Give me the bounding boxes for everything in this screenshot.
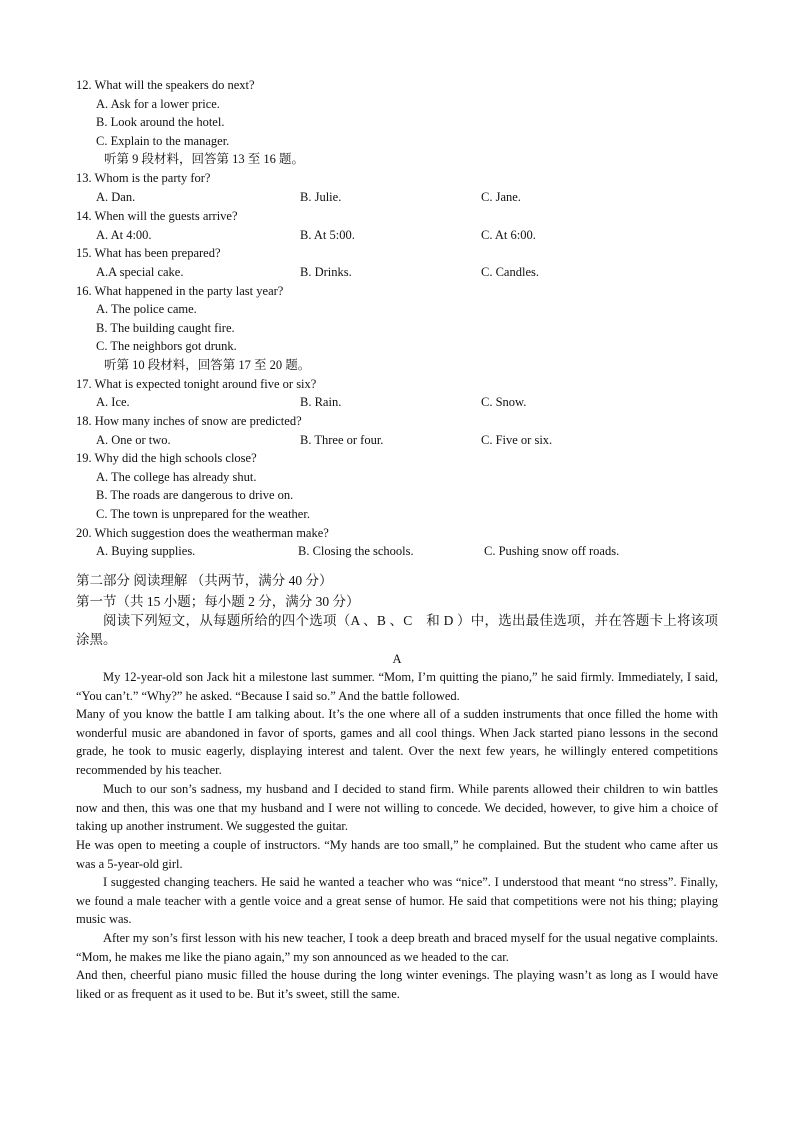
option-12a: A. Ask for a lower price.: [96, 96, 220, 111]
option-20b: B. Closing the schools.: [298, 544, 414, 558]
question-15: 15. What has been prepared?: [76, 246, 221, 260]
option-13b: B. Julie.: [300, 190, 342, 204]
option-15a: A.A special cake.: [96, 264, 184, 279]
option-15b: B. Drinks.: [300, 264, 352, 279]
part-title: 第二部分 阅读理解 （共两节，满分 40 分）: [76, 573, 333, 588]
option-18c: C. Five or six.: [481, 432, 553, 447]
option-12b: B. Look around the hotel.: [96, 115, 225, 129]
option-14a: A. At 4:00.: [96, 227, 152, 242]
question-12: 12. What will the speakers do next?: [76, 78, 255, 92]
question-13: 13. Whom is the party for?: [76, 171, 211, 185]
option-17c: C. Snow.: [481, 395, 527, 409]
option-13a: A. Dan.: [96, 190, 136, 204]
passage-paragraph-2: Many of you know the battle I am talking about. It’s the one where all of a sudden instruments that once filled the home with wonderful music are abandoned in favor of sports, games and all cool things. When Jack started piano lessons in the second grade, he took to music eagerly, displaying interest and talent. Over the next few years, he willingly entered competitions recommended by his teacher.: [76, 707, 718, 777]
passage-paragraph-1: My 12-year-old son Jack hit a milestone last summer. “Mom, I’m quitting the piano,” he said firmly. Immediately, I said, “You can’t.” “Why?” he asked. “Because I said so.” And the battle followed.: [76, 670, 718, 703]
option-15c: C. Candles.: [481, 264, 539, 279]
passage-paragraph-5: I suggested changing teachers. He said he wanted a teacher who was “nice”. I understood that meant “no stress”. Finally, we found a male teacher with a gentle voice and a great sense of humor. He said that competitions were not his thing; playing music was.: [76, 875, 718, 927]
option-19a: A. The college has already shut.: [96, 469, 257, 484]
question-20: 20. Which suggestion does the weatherman make?: [76, 525, 329, 540]
option-19b: B. The roads are dangerous to drive on.: [96, 488, 294, 502]
option-20c: C. Pushing snow off roads.: [484, 544, 620, 558]
option-12c: C. Explain to the manager.: [96, 133, 230, 148]
passage-paragraph-7: And then, cheerful piano music filled the house during the long winter evenings. The playing wasn’t as long as I would have liked or as frequent as it used to be. But it’s sweet, still the same.: [76, 968, 718, 1001]
option-16c: C. The neighbors got drunk.: [96, 339, 237, 353]
option-14b: B. At 5:00.: [300, 227, 355, 242]
passage-paragraph-3: Much to our son’s sadness, my husband and I decided to stand firm. While parents allowed their children to win battles now and then, this was one that my husband and I were not willing to concede. We decided, however, to give him a choice of taking up another instrument. We suggested the guitar.: [76, 782, 718, 834]
reading-instruction: 阅读下列短文，从每题所给的四个选项（A 、B 、C 和 D ）中，选出最佳选项，并在答题卡上将该项涂黑。: [76, 613, 718, 647]
option-18a: A. One or two.: [96, 432, 171, 447]
option-19c: C. The town is unprepared for the weather.: [96, 506, 310, 521]
question-14: 14. When will the guests arrive?: [76, 208, 238, 223]
question-18: 18. How many inches of snow are predicted?: [76, 413, 302, 428]
option-18b: B. Three or four.: [300, 432, 384, 447]
option-16b: B. The building caught fire.: [96, 320, 235, 335]
passage-paragraph-4: He was open to meeting a couple of instructors. “My hands are too small,” he complained. But the student who came after us was a 5-year-old girl.: [76, 838, 718, 871]
option-14c: C. At 6:00.: [481, 227, 536, 242]
passage-paragraph-6: After my son’s first lesson with his new teacher, I took a deep breath and braced myself for the usual negative complaints. “Mom, he makes me like the piano again,” my son announced as we headed to the car.: [76, 931, 718, 964]
option-17a: A. Ice.: [96, 395, 130, 409]
listening-instruction-9: 听第 9 段材料，回答第 13 至 16 题。: [104, 152, 305, 166]
option-16a: A. The police came.: [96, 302, 197, 316]
option-17b: B. Rain.: [300, 395, 342, 409]
option-13c: C. Jane.: [481, 190, 521, 204]
question-17: 17. What is expected tonight around five or six?: [76, 376, 317, 391]
question-16: 16. What happened in the party last year?: [76, 283, 284, 298]
passage-label: A: [392, 652, 402, 666]
section-title: 第一节（共 15 小题；每小题 2 分，满分 30 分）: [76, 594, 360, 609]
question-19: 19. Why did the high schools close?: [76, 451, 257, 465]
option-20a: A. Buying supplies.: [96, 544, 196, 558]
listening-instruction-10: 听第 10 段材料，回答第 17 至 20 题。: [104, 357, 311, 372]
